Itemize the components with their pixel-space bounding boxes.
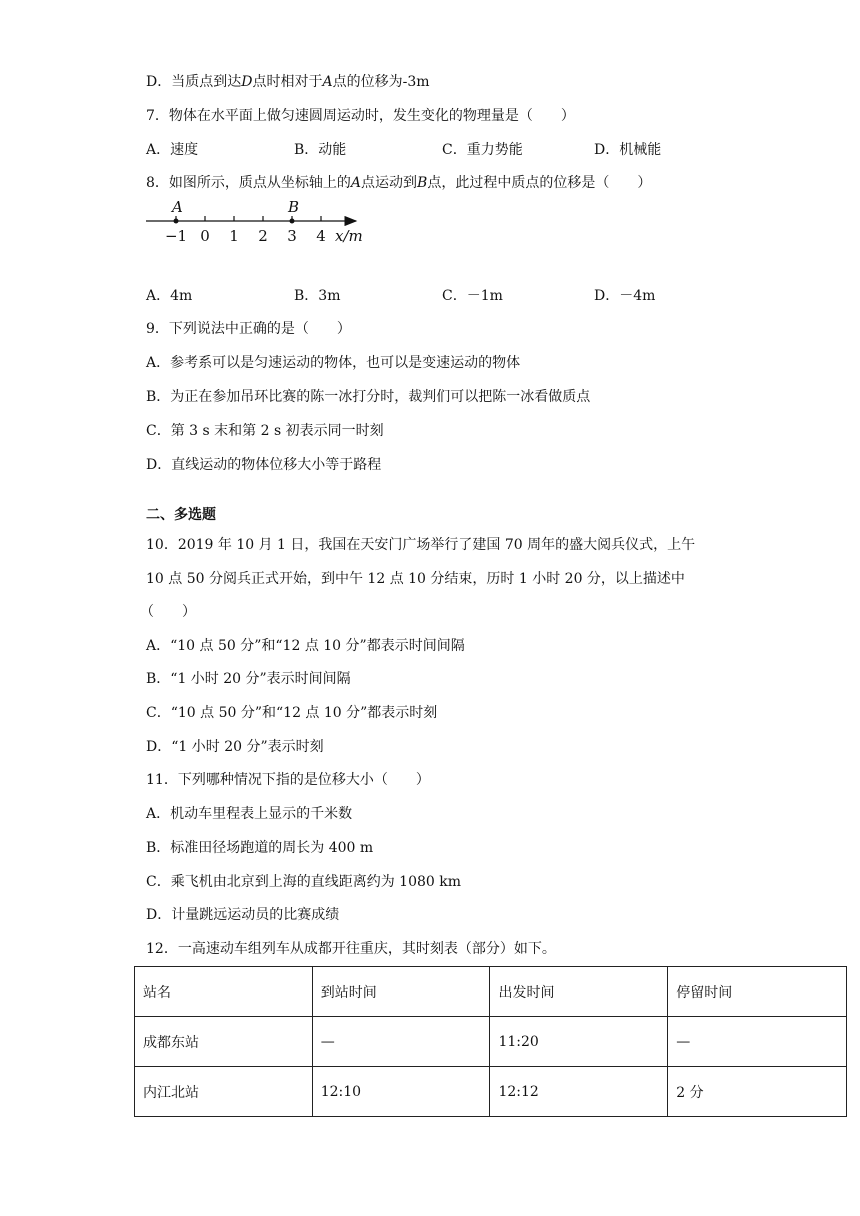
- table-cell: 12:10: [312, 1067, 490, 1117]
- q11-option-c: C．乘飞机由北京到上海的直线距离约为 1080 km: [146, 874, 461, 890]
- q11-stem: 11．下列哪种情况下指的是位移大小（ ）: [146, 772, 430, 788]
- tick-label: 2: [258, 227, 268, 245]
- table-header-cell: 站名: [135, 967, 313, 1017]
- table-cell: —: [312, 1017, 490, 1067]
- axis-label: x/m: [335, 227, 363, 245]
- tick-label: −1: [164, 227, 188, 245]
- q9-option-d: D．直线运动的物体位移大小等于路程: [146, 457, 382, 473]
- tick-label: 4: [316, 227, 326, 245]
- q10-option-c: C．“10 点 50 分”和“12 点 10 分”都表示时刻: [146, 705, 438, 721]
- timetable: [134, 966, 847, 1117]
- table-cell: —: [668, 1017, 847, 1067]
- q10-stem-line-3: （ ）: [140, 604, 196, 620]
- q11-option-d: D．计量跳远运动员的比赛成绩: [146, 907, 340, 923]
- point-b-dot: [290, 219, 295, 224]
- q7-stem: 7．物体在水平面上做匀速圆周运动时，发生变化的物理量是（ ）: [146, 108, 575, 124]
- q8-option-b: B．3m: [294, 288, 341, 304]
- tick-label: 3: [287, 227, 297, 245]
- q11-option-a: A．机动车里程表上显示的千米数: [146, 806, 353, 822]
- q8-stem: 8．如图所示，质点从坐标轴上的A点运动到B点，此过程中质点的位移是（ ）: [146, 175, 652, 191]
- q7-option-d: D．机械能: [594, 142, 662, 158]
- point-a-dot: [174, 219, 179, 224]
- q9-stem: 9．下列说法中正确的是（ ）: [146, 321, 351, 337]
- table-cell: 11:20: [490, 1017, 668, 1067]
- section-heading: 二、多选题: [146, 507, 216, 523]
- table-row: [135, 1017, 847, 1067]
- q7-option-b: B．动能: [294, 142, 347, 158]
- q7-option-c: C．重力势能: [442, 142, 523, 158]
- q10-stem-line-2: 10 点 50 分阅兵正式开始，到中午 12 点 10 分结束，历时 1 小时 20 分，以上描述中: [146, 571, 685, 587]
- point-a-label: A: [172, 198, 183, 216]
- table-header-cell: 到站时间: [312, 967, 490, 1017]
- q9-option-b: B．为正在参加吊环比赛的陈一冰打分时，裁判们可以把陈一冰看做质点: [146, 389, 591, 405]
- table-row: [135, 1067, 847, 1117]
- q10-stem-line-1: 10．2019 年 10 月 1 日，我国在天安门广场举行了建国 70 周年的盛大阅兵仪式，上午: [146, 537, 696, 553]
- q10-option-a: A．“10 点 50 分”和“12 点 10 分”都表示时间间隔: [146, 638, 465, 654]
- q7-option-a: A．速度: [146, 142, 199, 158]
- q12-stem: 12．一高速动车组列车从成都开往重庆，其时刻表（部分）如下。: [146, 941, 556, 957]
- q8-option-d: D．－4m: [594, 288, 656, 304]
- q9-option-a: A．参考系可以是匀速运动的物体，也可以是变速运动的物体: [146, 355, 521, 371]
- table-header-cell: 停留时间: [668, 967, 847, 1017]
- table-cell: 成都东站: [135, 1017, 313, 1067]
- tick-label: 0: [200, 227, 210, 245]
- table-cell: 12:12: [490, 1067, 668, 1117]
- q10-option-b: B．“1 小时 20 分”表示时间间隔: [146, 671, 351, 687]
- table-header-row: [135, 967, 847, 1017]
- point-b-label: B: [288, 198, 300, 216]
- q11-option-b: B．标准田径场跑道的周长为 400 m: [146, 840, 374, 856]
- q8-option-a: A．4m: [146, 288, 193, 304]
- q8-options: [146, 286, 746, 306]
- q6-option-d: D．当质点到达D点时相对于A点的位移为-3m: [146, 74, 430, 90]
- q7-options: [146, 140, 746, 160]
- q8-option-c: C．－1m: [442, 288, 503, 304]
- table-header-cell: 出发时间: [490, 967, 668, 1017]
- number-line-figure: [142, 196, 372, 248]
- table-cell: 内江北站: [135, 1067, 313, 1117]
- q9-option-c: C．第 3 s 末和第 2 s 初表示同一时刻: [146, 423, 384, 439]
- q10-option-d: D．“1 小时 20 分”表示时刻: [146, 739, 324, 755]
- tick-label: 1: [229, 227, 239, 245]
- table-cell: 2 分: [668, 1067, 847, 1117]
